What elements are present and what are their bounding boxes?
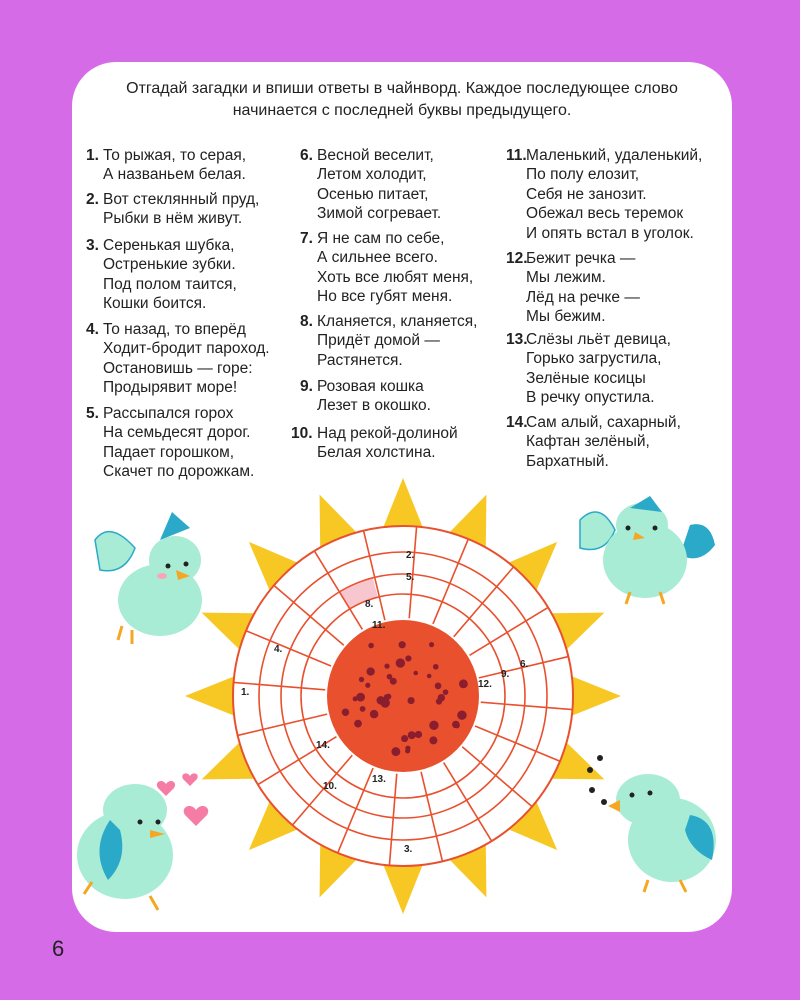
- riddle-number: 11.: [506, 147, 527, 164]
- riddle-text: Рассыпался горох На семьдесят дорог. Падает горошком, Скачет по дорожкам.: [103, 405, 255, 481]
- riddle-number: 10.: [291, 425, 313, 442]
- riddle-text: То рыжая, то серая, А названьем белая.: [103, 147, 247, 184]
- riddle-text: Маленький, удаленький, По полу елозит, Себя не занозит. Обежал весь теремок И опять встал в уголок.: [526, 147, 703, 242]
- seed: [366, 667, 374, 675]
- grid-label-11: 11.: [372, 620, 386, 631]
- riddle-number: 9.: [300, 378, 313, 395]
- riddle-text: Сам алый, сахарный, Кафтан зелёный, Бархатный.: [526, 414, 681, 470]
- seed: [368, 643, 374, 649]
- seed: [429, 736, 437, 744]
- music-notes: [587, 755, 607, 805]
- seed: [443, 689, 449, 695]
- seed: [429, 642, 434, 647]
- grid-label-14: 14.: [316, 740, 330, 751]
- riddle-text: Я не сам по себе, А сильнее всего. Хоть все любят меня, Но все губят меня.: [317, 230, 474, 306]
- bird-top-left: [95, 512, 202, 644]
- seed: [427, 674, 432, 679]
- seed: [342, 708, 349, 715]
- riddle-text: Кланяется, кланяется, Придёт домой — Растянется.: [317, 313, 478, 369]
- grid-label-9: 9.: [501, 669, 510, 680]
- grid-label-1: 1.: [241, 687, 250, 698]
- instructions: Отгадай загадки и впиши ответы в чайнворд. Каждое последующее слово начинается с последней буквы предыдущего.: [126, 80, 678, 119]
- seed: [354, 720, 362, 728]
- grid-label-13: 13.: [372, 774, 386, 785]
- grid-label-4: 4.: [274, 644, 283, 655]
- grid-label-2: 2.: [406, 550, 415, 561]
- page-number: 6: [52, 936, 65, 961]
- riddle-text: Розовая кошка Лезет в окошко.: [317, 378, 431, 415]
- riddle-number: 14.: [506, 414, 528, 431]
- grid-label-5: 5.: [406, 572, 415, 583]
- grid-label-3: 3.: [404, 844, 413, 855]
- seed: [359, 677, 364, 682]
- grid-label-8: 8.: [365, 599, 374, 610]
- riddle-number: 7.: [300, 230, 313, 247]
- riddle-number: 6.: [300, 147, 313, 164]
- riddle-text: Вот стеклянный пруд, Рыбки в нём живут.: [103, 191, 260, 228]
- seed: [365, 683, 370, 688]
- seed: [356, 693, 365, 702]
- riddle-number: 8.: [300, 313, 313, 330]
- seed: [405, 748, 410, 753]
- grid-label-10: 10.: [323, 781, 337, 792]
- riddle-number: 1.: [86, 147, 99, 164]
- seed: [408, 731, 416, 739]
- riddle-text: Серенькая шубка, Остренькие зубки. Под полом таится, Кошки боится.: [103, 237, 237, 313]
- riddle-text: Весной веселит, Летом холодит, Осенью питает, Зимой согревает.: [317, 147, 442, 223]
- riddle-number: 3.: [86, 237, 99, 254]
- seed: [407, 697, 414, 704]
- riddle-number: 12.: [506, 250, 528, 267]
- grid-label-12: 12.: [478, 679, 492, 690]
- seed: [457, 710, 466, 719]
- riddle-text: Бежит речка — Мы лежим. Лёд на речке — Мы бежим.: [526, 250, 640, 326]
- seed: [438, 694, 445, 701]
- riddle-text: Слёзы льёт девица, Горько загрустила, Зелёные косицы В речку опустила.: [526, 331, 671, 407]
- riddle-number: 4.: [86, 321, 99, 338]
- seed: [429, 721, 438, 730]
- bird-top-right: [580, 496, 715, 604]
- riddle-number: 13.: [506, 331, 528, 348]
- seed: [415, 731, 422, 738]
- seed: [387, 674, 393, 680]
- riddle-number: 5.: [86, 405, 99, 422]
- seed: [391, 747, 400, 756]
- seed: [401, 735, 408, 742]
- seed: [454, 723, 460, 729]
- seed: [433, 664, 439, 670]
- seed: [413, 671, 418, 676]
- seed: [396, 658, 405, 667]
- riddle-text: Над рекой-долиной Белая холстина.: [317, 425, 458, 462]
- seed: [435, 683, 442, 690]
- seed: [370, 710, 378, 718]
- riddle-text: То назад, то вперёд Ходит-бродит пароход. Остановишь — горе: Продырявит море!: [103, 321, 270, 397]
- seed: [384, 694, 390, 700]
- seed: [360, 706, 366, 712]
- bird-bottom-right: [608, 774, 716, 892]
- grid-label-6: 6.: [520, 659, 529, 670]
- riddle-number: 2.: [86, 191, 99, 208]
- seed: [399, 641, 406, 648]
- seed: [384, 663, 389, 668]
- seed: [405, 655, 411, 661]
- bird-bottom-left: [77, 784, 173, 910]
- seed: [459, 679, 468, 688]
